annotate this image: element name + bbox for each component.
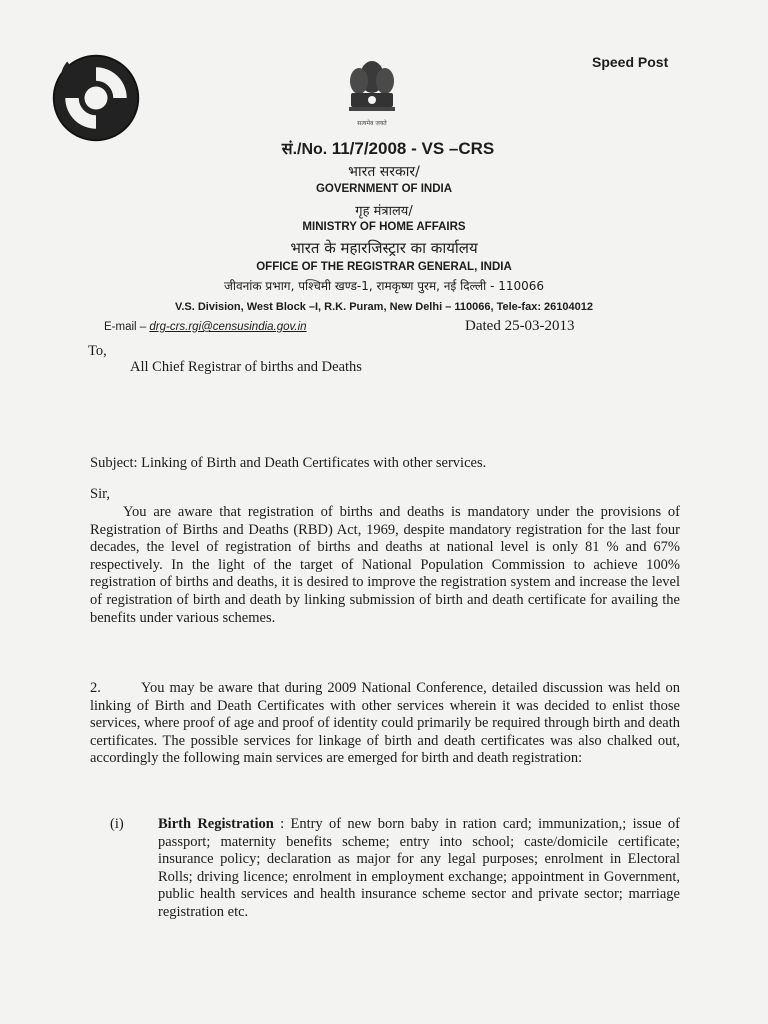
list-item-text: Entry of new born baby in ration card; immunization,; issue of passport; maternity benefits scheme; entry into school; caste/domicile certificate; insurance policy; declaration as major for any legal purposes; enrolment in Electoral Rolls; driving licence; enrolment in employment exchange; appointment in Government, public health services and health insurance scheme sector and private sector; marriage registration etc.: [158, 816, 680, 920]
office-hindi: भारत के महारजिस्ट्रार का कार्यालय: [290, 239, 478, 257]
reference-value: 11/7/2008 - VS –CRS: [331, 139, 495, 158]
list-item-body: [158, 816, 680, 922]
reference-prefix: सं./No.: [281, 141, 328, 158]
ministry-hindi: गृह मंत्रालय/: [355, 204, 413, 219]
address-english: V.S. Division, West Block –I, R.K. Puram, New Delhi – 110066, Tele-fax: 26104012: [175, 301, 593, 313]
office-english: OFFICE OF THE REGISTRAR GENERAL, INDIA: [256, 261, 512, 273]
ministry-english: MINISTRY OF HOME AFFAIRS: [302, 221, 466, 233]
reference-number: [0, 137, 768, 159]
address-hindi: जीवनांक प्रभाग, पश्चिमी खण्ड-1, रामकृष्ण पुरम, नई दिल्ली - 110066: [223, 279, 545, 293]
census-logo-icon: [48, 50, 144, 146]
government-english: GOVERNMENT OF INDIA: [315, 183, 453, 195]
paragraph-2: [90, 680, 680, 768]
letter-date: Dated 25-03-2013: [465, 318, 575, 334]
addressee: All Chief Registrar of births and Deaths: [130, 359, 362, 375]
salutation: Sir,: [90, 486, 110, 502]
paragraph-1: You are aware that registration of births and deaths is mandatory under the provisions of Registration of Births and Deaths (RBD) Act, 1969, despite mandatory registration for the last four decades, the level of registration of births and deaths at national level is only 81 % and 67% respectively. In the light of the target of National Population Commission to achieve 100% registration of births and deaths, it is desired to improve the registration system and increase the level of registration of birth and death by linking submission of birth and death certificate for availing the benefits under various schemes.: [90, 504, 680, 626]
to-line: To,: [88, 343, 107, 359]
email-line: [104, 321, 307, 333]
subject-line: Subject: Linking of Birth and Death Certificates with other services.: [90, 455, 487, 471]
speed-post-label: Speed Post: [592, 54, 669, 70]
list-item-heading: Birth Registration: [158, 816, 274, 832]
email-label: E-mail –: [104, 321, 150, 333]
paragraph-2-number: 2.: [90, 680, 101, 696]
government-hindi: भारत सरकार/: [348, 164, 420, 180]
paragraph-2-text: You may be aware that during 2009 National Conference, detailed discussion was held on linking of Birth and Death Certificates with other services wherein it was decided to enlist those services, where proof of age and proof of identity could primarily be required through birth and death certificates. The possible services for linkage of birth and death certificates was also chalked out, accordingly the following main services are emerged for birth and death registration:: [90, 680, 680, 767]
list-item-marker: (i): [110, 816, 124, 832]
list-item-separator: :: [273, 816, 291, 832]
email-link[interactable]: drg-crs.rgi@censusindia.gov.in: [149, 321, 307, 333]
state-emblem-icon: [339, 55, 405, 135]
emblem-motto: सत्यमेव जयते: [357, 120, 387, 127]
